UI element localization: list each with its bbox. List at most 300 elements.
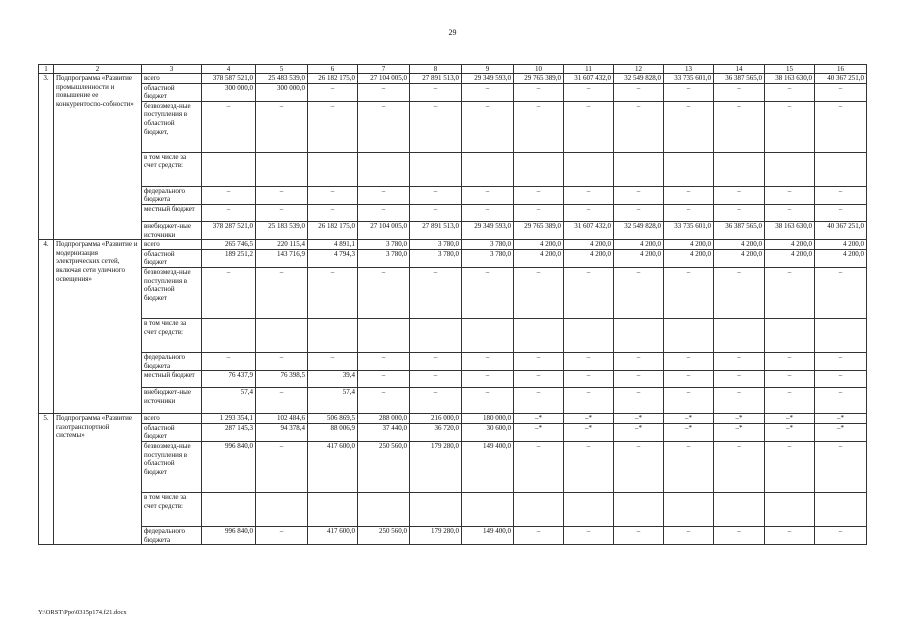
- value-cell: [614, 492, 664, 526]
- value-cell: –*: [614, 414, 664, 424]
- header-cell: 11: [564, 65, 614, 74]
- value-cell: –: [256, 204, 308, 221]
- value-cell: –*: [664, 414, 714, 424]
- value-cell: –: [256, 526, 308, 544]
- value-cell: –: [664, 371, 714, 388]
- value-cell: 36 387 565,0: [714, 221, 765, 239]
- value-cell: –: [664, 352, 714, 370]
- value-cell: –: [308, 186, 358, 204]
- value-cell: –: [815, 526, 867, 544]
- value-cell: –*: [614, 423, 664, 441]
- value-cell: –: [765, 83, 815, 101]
- value-cell: –: [714, 371, 765, 388]
- value-cell: –: [815, 267, 867, 318]
- value-cell: –: [564, 371, 614, 388]
- value-cell: –: [462, 352, 514, 370]
- table-row: [39, 249, 867, 267]
- value-cell: –: [614, 204, 664, 221]
- value-cell: –: [664, 388, 714, 414]
- value-cell: 32 549 828,0: [614, 74, 664, 84]
- header-cell: 8: [410, 65, 462, 74]
- value-cell: 300 000,0: [202, 83, 256, 101]
- value-cell: –: [410, 371, 462, 388]
- value-cell: 189 251,2: [202, 249, 256, 267]
- funding-source: федерального бюджета: [142, 186, 202, 204]
- value-cell: [564, 152, 614, 186]
- value-cell: [664, 318, 714, 352]
- table-row: [39, 267, 867, 318]
- value-cell: –: [256, 388, 308, 414]
- value-cell: –: [564, 83, 614, 101]
- value-cell: 26 182 175,0: [308, 74, 358, 84]
- value-cell: –: [256, 352, 308, 370]
- value-cell: 4 200,0: [815, 249, 867, 267]
- value-cell: –: [614, 388, 664, 414]
- value-cell: 33 735 601,0: [664, 221, 714, 239]
- value-cell: 265 746,5: [202, 240, 256, 250]
- value-cell: –: [256, 441, 308, 492]
- value-cell: [256, 318, 308, 352]
- value-cell: 36 720,0: [410, 423, 462, 441]
- value-cell: 4 891,1: [308, 240, 358, 250]
- value-cell: –: [358, 101, 410, 152]
- funding-source: безвозмезд-ные поступления в областной бюджет,: [142, 101, 202, 152]
- value-cell: –: [664, 186, 714, 204]
- value-cell: –: [358, 388, 410, 414]
- value-cell: [564, 318, 614, 352]
- value-cell: 27 891 513,0: [410, 74, 462, 84]
- value-cell: 4 200,0: [564, 249, 614, 267]
- value-cell: –*: [765, 423, 815, 441]
- value-cell: [358, 318, 410, 352]
- value-cell: 39,4: [308, 371, 358, 388]
- value-cell: –: [614, 186, 664, 204]
- header-cell: 4: [202, 65, 256, 74]
- value-cell: 3 780,0: [462, 240, 514, 250]
- value-cell: –: [564, 441, 614, 492]
- header-cell: 16: [815, 65, 867, 74]
- header-cell: 10: [514, 65, 564, 74]
- value-cell: 88 006,9: [308, 423, 358, 441]
- value-cell: –: [714, 352, 765, 370]
- value-cell: 417 600,0: [308, 526, 358, 544]
- value-cell: 76 437,9: [202, 371, 256, 388]
- value-cell: 29 349 593,0: [462, 221, 514, 239]
- value-cell: [815, 492, 867, 526]
- value-cell: 27 104 005,0: [358, 74, 410, 84]
- value-cell: 216 000,0: [410, 414, 462, 424]
- table-row: [39, 204, 867, 221]
- value-cell: 417 600,0: [308, 441, 358, 492]
- value-cell: 179 280,0: [410, 526, 462, 544]
- value-cell: –: [815, 186, 867, 204]
- funding-source: областной бюджет: [142, 249, 202, 267]
- value-cell: –: [308, 204, 358, 221]
- value-cell: –*: [514, 414, 564, 424]
- value-cell: –: [358, 186, 410, 204]
- value-cell: [462, 492, 514, 526]
- table-row: [39, 526, 867, 544]
- value-cell: 143 716,9: [256, 249, 308, 267]
- value-cell: –: [765, 371, 815, 388]
- header-cell: 3: [142, 65, 202, 74]
- value-cell: –: [514, 267, 564, 318]
- value-cell: 4 200,0: [614, 240, 664, 250]
- value-cell: [410, 492, 462, 526]
- table-row: [39, 388, 867, 414]
- value-cell: –: [564, 352, 614, 370]
- value-cell: –: [614, 267, 664, 318]
- value-cell: –: [564, 526, 614, 544]
- value-cell: 57,4: [202, 388, 256, 414]
- value-cell: 149 400,0: [462, 441, 514, 492]
- value-cell: [765, 492, 815, 526]
- page-number: 29: [448, 28, 457, 37]
- value-cell: 4 200,0: [815, 240, 867, 250]
- value-cell: –: [614, 371, 664, 388]
- value-cell: –: [664, 267, 714, 318]
- value-cell: –: [714, 267, 765, 318]
- funding-source: областной бюджет: [142, 83, 202, 101]
- value-cell: 4 200,0: [664, 240, 714, 250]
- value-cell: –: [256, 186, 308, 204]
- value-cell: 4 200,0: [765, 240, 815, 250]
- value-cell: 26 182 175,0: [308, 221, 358, 239]
- value-cell: 4 200,0: [664, 249, 714, 267]
- value-cell: –: [308, 101, 358, 152]
- value-cell: –: [614, 83, 664, 101]
- value-cell: –: [815, 371, 867, 388]
- value-cell: [202, 492, 256, 526]
- value-cell: [308, 492, 358, 526]
- header-row: [39, 65, 867, 74]
- value-cell: 4 200,0: [514, 240, 564, 250]
- value-cell: 33 735 601,0: [664, 74, 714, 84]
- value-cell: –: [410, 267, 462, 318]
- value-cell: [410, 152, 462, 186]
- value-cell: –: [815, 441, 867, 492]
- value-cell: 25 183 539,0: [256, 221, 308, 239]
- value-cell: 31 607 432,0: [564, 74, 614, 84]
- value-cell: [514, 318, 564, 352]
- funding-source: в том числе за счет средств:: [142, 152, 202, 186]
- value-cell: –: [462, 204, 514, 221]
- value-cell: –: [514, 352, 564, 370]
- value-cell: 38 163 630,0: [765, 74, 815, 84]
- value-cell: 3 780,0: [410, 240, 462, 250]
- funding-source: местный бюджет: [142, 204, 202, 221]
- value-cell: –: [514, 388, 564, 414]
- table-row: [39, 423, 867, 441]
- value-cell: –: [714, 526, 765, 544]
- value-cell: [815, 318, 867, 352]
- value-cell: –: [410, 186, 462, 204]
- value-cell: [462, 318, 514, 352]
- value-cell: –: [614, 101, 664, 152]
- value-cell: 94 378,4: [256, 423, 308, 441]
- value-cell: –: [410, 101, 462, 152]
- value-cell: [202, 152, 256, 186]
- value-cell: –: [664, 204, 714, 221]
- value-cell: [514, 492, 564, 526]
- value-cell: [815, 152, 867, 186]
- value-cell: [614, 152, 664, 186]
- value-cell: –: [308, 83, 358, 101]
- table-row: [39, 101, 867, 152]
- value-cell: 31 607 432,0: [564, 221, 614, 239]
- value-cell: –: [765, 352, 815, 370]
- funding-table: [38, 64, 867, 545]
- value-cell: [358, 152, 410, 186]
- value-cell: 4 200,0: [564, 240, 614, 250]
- header-cell: 5: [256, 65, 308, 74]
- value-cell: –: [358, 371, 410, 388]
- header-cell: 14: [714, 65, 765, 74]
- value-cell: 378 587 521,0: [202, 74, 256, 84]
- value-cell: –: [664, 83, 714, 101]
- value-cell: –: [765, 204, 815, 221]
- table-row: [39, 318, 867, 352]
- funding-source: федерального бюджета: [142, 352, 202, 370]
- table-row: [39, 221, 867, 239]
- value-cell: –: [664, 441, 714, 492]
- value-cell: –: [410, 204, 462, 221]
- value-cell: 996 840,0: [202, 441, 256, 492]
- value-cell: –: [564, 186, 614, 204]
- table-row: [39, 74, 867, 84]
- value-cell: –: [614, 352, 664, 370]
- value-cell: –: [564, 101, 614, 152]
- value-cell: –: [815, 101, 867, 152]
- value-cell: 4 200,0: [514, 249, 564, 267]
- value-cell: –: [462, 267, 514, 318]
- value-cell: –: [815, 352, 867, 370]
- subprogram-title: Подпрограмма «Развитие и модернизация электрических сетей, включая сети уличного освещения»: [54, 240, 142, 414]
- header-cell: 6: [308, 65, 358, 74]
- value-cell: –: [462, 388, 514, 414]
- value-cell: [308, 318, 358, 352]
- header-cell: 15: [765, 65, 815, 74]
- value-cell: –: [358, 83, 410, 101]
- value-cell: –: [514, 83, 564, 101]
- value-cell: –: [714, 441, 765, 492]
- value-cell: 3 780,0: [462, 249, 514, 267]
- value-cell: –: [410, 83, 462, 101]
- table-row: [39, 83, 867, 101]
- value-cell: [462, 152, 514, 186]
- value-cell: [308, 152, 358, 186]
- funding-source: областной бюджет: [142, 423, 202, 441]
- table-row: [39, 186, 867, 204]
- value-cell: –: [765, 186, 815, 204]
- value-cell: –: [462, 101, 514, 152]
- value-cell: 102 484,6: [256, 414, 308, 424]
- value-cell: –: [256, 267, 308, 318]
- value-cell: –: [664, 526, 714, 544]
- table-row: [39, 152, 867, 186]
- value-cell: [765, 318, 815, 352]
- value-cell: –*: [714, 414, 765, 424]
- value-cell: 29 765 389,0: [514, 221, 564, 239]
- value-cell: [564, 492, 614, 526]
- value-cell: [256, 492, 308, 526]
- funding-source: всего: [142, 414, 202, 424]
- funding-source: в том числе за счет средств:: [142, 318, 202, 352]
- value-cell: [664, 152, 714, 186]
- value-cell: –: [514, 441, 564, 492]
- value-cell: –: [462, 186, 514, 204]
- value-cell: –: [514, 371, 564, 388]
- value-cell: 30 600,0: [462, 423, 514, 441]
- value-cell: –: [564, 267, 614, 318]
- funding-source: внебюджет-ные источники: [142, 221, 202, 239]
- value-cell: –: [514, 526, 564, 544]
- value-cell: 27 104 005,0: [358, 221, 410, 239]
- table-row: [39, 441, 867, 492]
- value-cell: 250 560,0: [358, 441, 410, 492]
- funding-source: всего: [142, 240, 202, 250]
- value-cell: 378 287 521,0: [202, 221, 256, 239]
- value-cell: 149 400,0: [462, 526, 514, 544]
- value-cell: [358, 492, 410, 526]
- value-cell: [256, 152, 308, 186]
- value-cell: –: [614, 526, 664, 544]
- value-cell: –: [202, 352, 256, 370]
- value-cell: 179 280,0: [410, 441, 462, 492]
- value-cell: –: [358, 352, 410, 370]
- section-number: 4.: [39, 240, 54, 414]
- value-cell: –: [514, 101, 564, 152]
- funding-source: в том числе за счет средств:: [142, 492, 202, 526]
- value-cell: 38 163 630,0: [765, 221, 815, 239]
- value-cell: –*: [664, 423, 714, 441]
- value-cell: –: [714, 83, 765, 101]
- value-cell: [714, 152, 765, 186]
- value-cell: [664, 492, 714, 526]
- value-cell: 37 440,0: [358, 423, 410, 441]
- value-cell: –: [514, 204, 564, 221]
- value-cell: –*: [714, 423, 765, 441]
- header-cell: 9: [462, 65, 514, 74]
- value-cell: –: [462, 371, 514, 388]
- value-cell: 3 780,0: [410, 249, 462, 267]
- value-cell: 287 145,3: [202, 423, 256, 441]
- value-cell: –: [765, 441, 815, 492]
- value-cell: –: [256, 101, 308, 152]
- value-cell: 3 780,0: [358, 240, 410, 250]
- value-cell: –*: [514, 423, 564, 441]
- value-cell: [714, 318, 765, 352]
- value-cell: 288 000,0: [358, 414, 410, 424]
- value-cell: [514, 152, 564, 186]
- header-cell: 13: [664, 65, 714, 74]
- value-cell: 4 200,0: [765, 249, 815, 267]
- table-row: [39, 371, 867, 388]
- value-cell: 996 840,0: [202, 526, 256, 544]
- section-number: 3.: [39, 74, 54, 240]
- value-cell: –: [202, 101, 256, 152]
- value-cell: –: [815, 83, 867, 101]
- value-cell: [714, 492, 765, 526]
- value-cell: 76 398,5: [256, 371, 308, 388]
- value-cell: 32 549 828,0: [614, 221, 664, 239]
- value-cell: 220 115,4: [256, 240, 308, 250]
- value-cell: –: [765, 101, 815, 152]
- value-cell: –: [564, 388, 614, 414]
- section-number: 5.: [39, 414, 54, 545]
- funding-source: безвозмезд-ные поступления в областной бюджет: [142, 441, 202, 492]
- value-cell: 40 367 251,0: [815, 221, 867, 239]
- value-cell: [202, 318, 256, 352]
- table-row: [39, 240, 867, 250]
- value-cell: –: [664, 101, 714, 152]
- value-cell: –*: [564, 414, 614, 424]
- value-cell: –: [202, 186, 256, 204]
- table-row: [39, 414, 867, 424]
- subprogram-title: Подпрограмма «Развитие промышленности и повышение ее конкурентоспо-собности»: [54, 74, 142, 240]
- subprogram-title: Подпрограмма «Развитие газотранспортной системы»: [54, 414, 142, 545]
- value-cell: –: [714, 204, 765, 221]
- funding-source: внебюджет-ные источники: [142, 388, 202, 414]
- value-cell: [765, 152, 815, 186]
- value-cell: 300 000,0: [256, 83, 308, 101]
- value-cell: 25 483 539,0: [256, 74, 308, 84]
- footer-file-path: Y:\ORST\Ppo\0315p174.f21.docx: [38, 609, 127, 616]
- value-cell: –: [765, 388, 815, 414]
- value-cell: –: [410, 352, 462, 370]
- value-cell: –: [714, 388, 765, 414]
- value-cell: 4 200,0: [714, 240, 765, 250]
- funding-source: местный бюджет: [142, 371, 202, 388]
- value-cell: 29 349 593,0: [462, 74, 514, 84]
- funding-source: всего: [142, 74, 202, 84]
- value-cell: –: [202, 267, 256, 318]
- value-cell: –: [410, 388, 462, 414]
- value-cell: 29 765 389,0: [514, 74, 564, 84]
- header-cell: 1: [39, 65, 54, 74]
- value-cell: 4 200,0: [614, 249, 664, 267]
- value-cell: –: [815, 204, 867, 221]
- value-cell: –*: [815, 423, 867, 441]
- value-cell: –*: [765, 414, 815, 424]
- value-cell: –: [765, 267, 815, 318]
- value-cell: [614, 318, 664, 352]
- value-cell: –: [714, 186, 765, 204]
- value-cell: –*: [815, 414, 867, 424]
- header-cell: 7: [358, 65, 410, 74]
- value-cell: 27 891 513,0: [410, 221, 462, 239]
- value-cell: 3 780,0: [358, 249, 410, 267]
- value-cell: –: [514, 186, 564, 204]
- value-cell: 1 293 354,1: [202, 414, 256, 424]
- value-cell: 4 200,0: [714, 249, 765, 267]
- value-cell: –: [358, 204, 410, 221]
- value-cell: –: [462, 83, 514, 101]
- value-cell: –: [714, 101, 765, 152]
- value-cell: –: [202, 204, 256, 221]
- value-cell: –: [308, 267, 358, 318]
- value-cell: –: [765, 526, 815, 544]
- value-cell: –*: [564, 423, 614, 441]
- value-cell: –: [308, 352, 358, 370]
- value-cell: –: [564, 204, 614, 221]
- header-cell: 12: [614, 65, 664, 74]
- value-cell: –: [815, 388, 867, 414]
- value-cell: 36 387 565,0: [714, 74, 765, 84]
- value-cell: 250 560,0: [358, 526, 410, 544]
- value-cell: 506 869,5: [308, 414, 358, 424]
- value-cell: 40 367 251,0: [815, 74, 867, 84]
